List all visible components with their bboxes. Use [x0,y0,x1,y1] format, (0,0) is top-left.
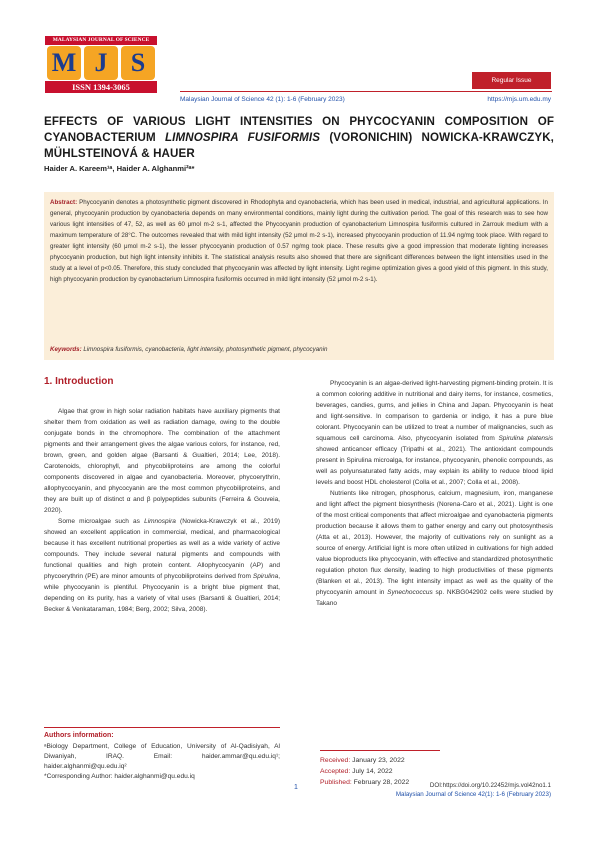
journal-logo [45,36,157,94]
logo-journal-name: MALAYSIAN JOURNAL OF SCIENCE [45,36,157,45]
left-column [44,406,280,615]
section-heading-introduction: 1. Introduction [44,376,114,387]
footer-doi [396,781,551,799]
journal-url-link[interactable]: https://mjs.um.edu.my [487,96,551,103]
title-species: LIMNOSPIRA FUSIFORMIS [165,130,321,144]
received-date: Received: January 23, 2022 [320,757,405,764]
author-information [44,731,280,782]
paragraph: Phycocyanin is an algae-derived light-harvesting pigment-binding protein. It is a common coloring additive in nutritional and dairy items, for instance, cosmetics, beverages, candies, gums, and jellies in China and Japan. Phycocyanin is heat and light-sensitive. In comparison to gardenia or indigo, it has a pure blue colorant. Phycocyanin can be utilized to treat a number of malignancies, such as squamous cell carcinoma. Also, phycocyanin isolated from Spirulina platensis showed anticancer efficacy (Tripathi et al., 2021). The antioxidant compounds present in Spirulina microalga, for instance, phycocyanin, phenolic compounds, as well as polyunsaturated fatty acids, may explain its ability to reduce blood lipid levels and boost HDL cholesterol (Colla et al., 2007; Colla et al., 2008). [316,380,553,486]
corresponding-author: *Corresponding Author: haider.alghanmi@qu.edu.iq [44,773,195,780]
author-info-heading: Authors information: [44,732,114,739]
author-list: Haider A. Kareem¹ᵃ, Haider A. Alghanmi²ᵃ* [44,164,195,173]
abstract-box [44,192,554,360]
abstract-label: Abstract: [50,199,78,206]
paragraph: Algae that grow in high solar radiation habitats have auxiliary pigments that shelter them from oxidation as well as radiation damage, owing to the double conjugate bonds in the chromophore. The combination of the attachment pigments and their arrangement gives the algae various colors, for instance, red, brown, green, and golden algae (Barsanti & Gualtieri, 2014; Lee, 2018). Carotenoids, chlorophyll, and phycobiliproteins are among the colorful components discovered in algae and cyanobacteria. Moreover, phycoerythrin, allophycocyanin, and phycocyanin are the most common phycobiliproteins, and they are built up of distinct α and β polypeptides subunits (Ferreira & Gouveia, 2020). [44,408,280,514]
published-date: Published: February 28, 2022 [320,779,410,786]
keywords-label: Keywords: [50,346,82,353]
abstract-text: Phycocyanin denotes a photosynthetic pigment discovered in Rhodophyta and cyanobacteria, which has been used in medical, industrial, and agricultural applications. In general, phycocyanin production by cyanobacteria depends on many environmental conditions, mainly light during the cultivation period. The goal of this research was to see how various light intensities of 47, 52, as well as 60 μmol m-2 s-1, affected the Phycocyanin production of cyanobacterium Limnospira fusiformis cultured in Zarrouk medium with a maximum temperature of 28°C. The outcomes revealed that with mild light intensity (52 μmol m-2 s-1), increased phycocyanin production of 11.94 ng/mg took place. With regard to greater light intensity (60 μmol m-2 s-1), the lesser phycocyanin production of 0.57 ng/mg took place. These results give a good impression that moderate lighting increases phycocyanin production, but high light intensity inhibits it. The statistical analysis results also showed that there are significant differences between the light intensities used in the study at a level of p<0.05. Therefore, this study concluded that phycocyanin was affected by light intensity. Light regime optimization gives a good yield of this pigment. In this study, high phycocyanin production by cyanobacterium Limnospira fusiformis occurred in mild light intensity (52 μmol m-2 s-1). [50,199,548,283]
right-column [316,378,553,609]
journal-reference: Malaysian Journal of Science 42 (1): 1-6 (February 2023) [180,96,345,103]
keywords-text: Limnospira fusiformis, cyanobacteria, light intensity, photosynthetic pigment, phycocyanin [81,346,328,353]
author-info-divider [44,727,280,728]
logo-letter-m: M [47,46,81,80]
logo-issn: ISSN 1394-3065 [45,81,157,93]
logo-letters [45,46,157,80]
title-part-2: (VORONICHIN) NOWICKA-KRAWCZYK, MÜHLSTEINOVÁ & HAUER [44,130,554,160]
paragraph: Some microalgae such as Limnospira (Nowicka-Krawczyk et al., 2019) showed an excellent application in commercial, medical, and pharmacological because it has excellent nutritional properties as well as a wide variety of active compounds. They include several natural pigments and compounds with functional qualities and high protein content. Allophycocyanin (AP) and phycoerythrin (PE) are minor amounts of phycobiliproteins derived from Spirulina, while phycocyanin is plentiful. Phycocyanin is a bright blue pigment that, depending on its purity, has a variety of vital uses (Barsanti & Gualtieri, 2014; Becker & Venkataraman, 1984; Berg, 2002; Silva, 2008). [44,518,280,613]
doi-link[interactable]: DOI:https://doi.org/10.22452/mjs.vol42no1.1 [429,782,551,789]
footer-journal-ref: Malaysian Journal of Science 42(1): 1-6 (February 2023) [395,791,551,798]
author-affiliation: ᵃBiology Department, College of Education, University of Al-Qadisiyah, Al Diwaniyah, IRAQ. Email: haider.ammar@qu.edu.iq¹; haider.alghanmi@qu.edu.iq² [44,743,280,770]
title-part-1: EFFECTS OF VARIOUS LIGHT INTENSITIES ON PHYCOCYANIN COMPOSITION OF CYANOBACTERIUM [44,115,554,144]
dates-divider [320,750,440,751]
logo-letter-s: S [121,46,155,80]
page-number: 1 [294,784,298,791]
paper-title [44,114,554,161]
header-divider [180,91,552,92]
paragraph: Nutrients like nitrogen, phosphorus, calcium, magnesium, iron, manganese and light affect the pigment biosynthesis (Norena-Caro et al., 2021). Light is one of the most critical components that affect microalgae and cyanobacteria pigments production because it allows them to gather energy and carry out photosynthesis (Atta et al., 2013). However, the majority of cultivations rely on sunlight as a source of energy. Artificial light is more often utilized in cultivations for high added value bioproducts like phycocyanin, with effective and standardized photosynthetic regulation photon flux density, leading to high productivities of these pigments (Blanken et al., 2013). The light intensity impact as well as the quality of the phycocyanin amount in Synechococcus sp. NKBG042902 cells were studied by Takano [316,490,553,607]
issue-type-badge: Regular Issue [472,72,551,89]
accepted-date: Accepted: July 14, 2022 [320,768,393,775]
keywords [50,344,548,355]
logo-letter-j: J [84,46,118,80]
